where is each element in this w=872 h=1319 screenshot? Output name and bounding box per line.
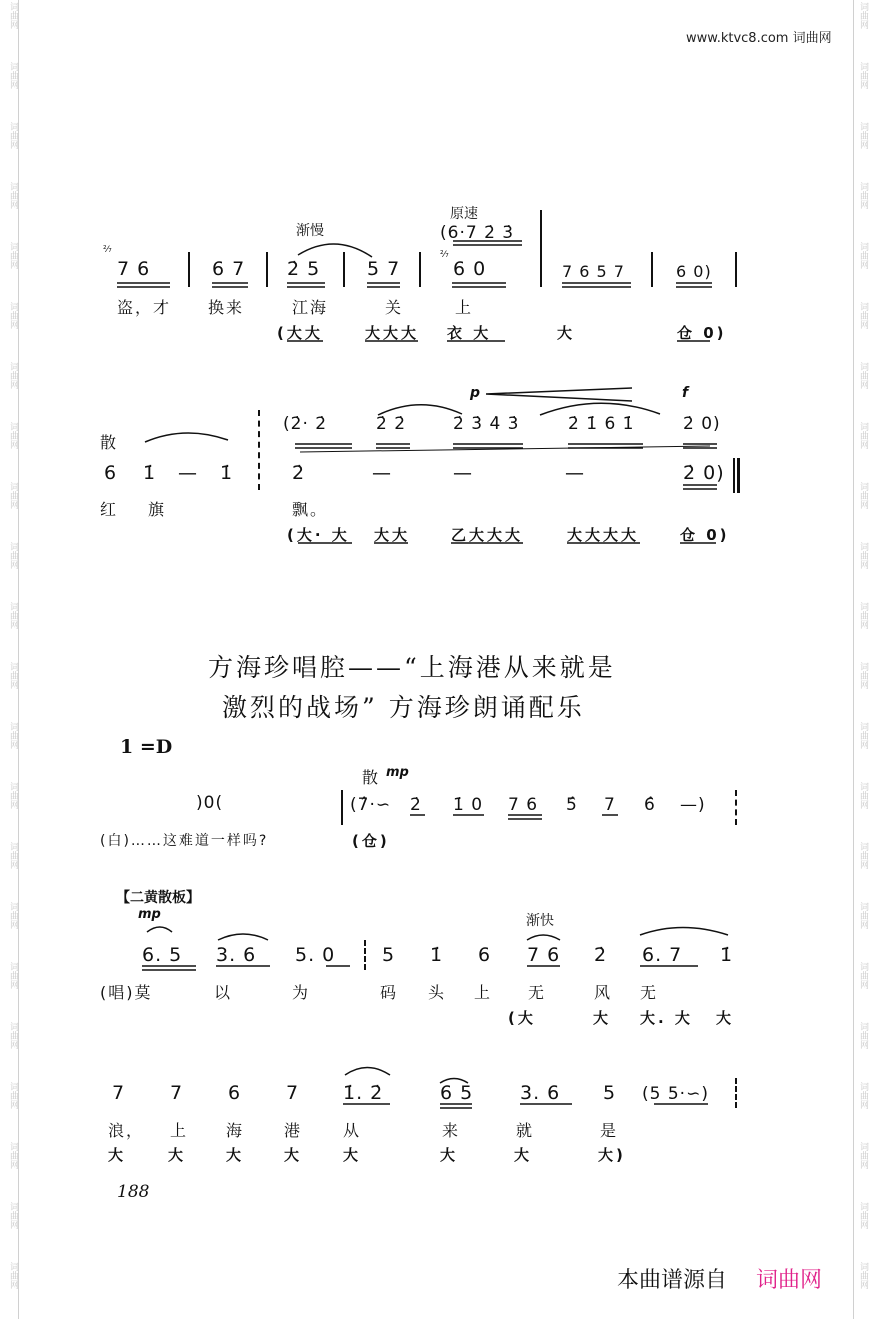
note: —	[565, 462, 585, 484]
bar-line	[735, 252, 737, 287]
percussion: 大	[284, 1146, 303, 1164]
note: 7	[170, 1082, 184, 1104]
measure: 7 6 5 7	[562, 262, 625, 281]
watermark-mark: 词曲网	[858, 242, 868, 269]
lyric: 是	[600, 1121, 619, 1140]
lyric: 港	[284, 1121, 303, 1140]
lyric: 江海	[292, 298, 329, 317]
percussion: 乙大大大	[451, 526, 524, 544]
watermark-mark: 词曲网	[8, 422, 18, 449]
upper-notes: 2̇ 3̇ 4̇ 3̇	[453, 414, 520, 434]
watermark-mark: 词曲网	[858, 722, 868, 749]
grace-note: ²⁄₇	[103, 245, 112, 255]
percussion: 大大	[374, 526, 411, 544]
bar-line	[341, 790, 343, 825]
percussion: (大· 大	[287, 526, 350, 544]
measure: 6 7	[212, 258, 246, 280]
watermark-mark: 词曲网	[858, 1082, 868, 1109]
note: 1̇	[720, 944, 734, 966]
site-url[interactable]: www.ktvc8.com 词曲网	[686, 31, 832, 46]
percussion: 大	[226, 1146, 245, 1164]
watermark-mark: 词曲网	[858, 962, 868, 989]
upper-notes: 2̇ 2̇	[376, 414, 407, 434]
lyric: 浪，	[108, 1121, 145, 1140]
dynamic-p: p	[470, 385, 481, 401]
bar-line	[733, 458, 735, 493]
percussion: 仓 0)	[677, 324, 727, 342]
dynamic-mp: mp	[138, 907, 161, 922]
note: 1̇. 2̇	[343, 1082, 384, 1104]
lyric: 风	[594, 983, 613, 1002]
upper-notes: 2̇ 1̇ 6 1̇	[568, 414, 635, 434]
note: 5. 0	[295, 944, 336, 966]
note: —	[453, 462, 473, 484]
spoken-line: (白)……这难道一样吗?	[100, 833, 269, 849]
note: 7 6	[527, 944, 561, 966]
watermark-mark: 词曲网	[858, 662, 868, 689]
note: 7	[604, 795, 616, 815]
percussion: 衣 大	[447, 324, 492, 342]
dashed-bar-line	[364, 940, 366, 970]
watermark-mark: 词曲网	[8, 62, 18, 89]
measure: 7 6	[117, 258, 151, 280]
measure: 6 0)	[676, 262, 712, 281]
watermark-mark: 词曲网	[8, 542, 18, 569]
note: 2̇	[292, 462, 306, 484]
watermark-mark: 词曲网	[858, 1142, 868, 1169]
watermark-mark: 词曲网	[858, 782, 868, 809]
watermark-mark: 词曲网	[858, 1022, 868, 1049]
watermark-mark: 词曲网	[8, 962, 18, 989]
lyric: 盗，才	[117, 298, 172, 317]
note: 2̇	[410, 795, 422, 815]
watermark-mark: 词曲网	[858, 482, 868, 509]
percussion: 大)	[598, 1146, 626, 1164]
slur	[298, 244, 372, 257]
watermark-mark: 词曲网	[8, 2, 18, 29]
note: 7	[112, 1082, 126, 1104]
watermark-mark: 词曲网	[8, 722, 18, 749]
lyric: 从	[343, 1121, 362, 1140]
percussion: 大	[593, 1009, 612, 1027]
bar-line	[343, 252, 345, 287]
lyric: 上	[170, 1121, 189, 1140]
note: —)	[680, 795, 706, 815]
watermark-mark: 词曲网	[858, 362, 868, 389]
final-bar-line	[737, 458, 740, 493]
watermark-mark: 词曲网	[858, 62, 868, 89]
lyric: 无	[528, 983, 547, 1002]
watermark-mark: 词曲网	[858, 422, 868, 449]
note: 2̇ 0)	[683, 462, 725, 484]
watermark-mark: 词曲网	[8, 1082, 18, 1109]
percussion: (仓)	[352, 832, 390, 850]
footer-brand-link[interactable]: 词曲网	[756, 1268, 823, 1293]
note: 6. 5	[142, 944, 183, 966]
note: 6 5	[440, 1082, 474, 1104]
percussion: 大	[440, 1146, 459, 1164]
lyric: 以	[214, 983, 233, 1002]
note: 1̇	[143, 462, 157, 484]
watermark-mark: 词曲网	[8, 1262, 18, 1289]
note: 3. 6	[216, 944, 257, 966]
watermark-mark: 词曲网	[8, 182, 18, 209]
song-title-line2: 激烈的战场” 方海珍朗诵配乐	[222, 693, 585, 722]
note: 5	[603, 1082, 617, 1104]
lyric: 上	[455, 298, 474, 317]
note: —	[178, 462, 198, 484]
note: 1̇	[220, 462, 234, 484]
note: 7 6	[508, 795, 539, 815]
note: 6	[228, 1082, 242, 1104]
lyric: 上	[474, 983, 493, 1002]
lyric: 码	[380, 983, 399, 1002]
percussion: 大. 大	[640, 1009, 693, 1027]
bar-line	[651, 252, 653, 287]
percussion: 大大大	[365, 324, 420, 342]
watermark-mark: 词曲网	[858, 542, 868, 569]
watermark-mark: 词曲网	[8, 602, 18, 629]
note: 5̂	[566, 795, 578, 815]
song-title-line1: 方海珍唱腔——“上海港从来就是	[208, 653, 616, 682]
percussion: 大	[108, 1146, 127, 1164]
grace-note: ²⁄₇	[440, 250, 449, 260]
lyric: 就	[516, 1121, 535, 1140]
watermark-mark: 词曲网	[858, 182, 868, 209]
key-signature: 1 =D	[120, 736, 173, 758]
lyric: 飘。	[292, 500, 329, 519]
tempo-marking: 原速	[450, 206, 478, 222]
percussion: (大	[508, 1009, 536, 1027]
upper-notes: (2̇· 2̇	[283, 414, 328, 434]
section-label: 【二黄散板】	[116, 890, 200, 906]
note: 6	[104, 462, 118, 484]
watermark-mark: 词曲网	[8, 242, 18, 269]
watermark-mark: 词曲网	[8, 482, 18, 509]
watermark-mark: 词曲网	[8, 122, 18, 149]
lyric: 海	[226, 1121, 245, 1140]
bar-line	[419, 252, 421, 287]
note: —	[372, 462, 392, 484]
note: 2̇	[594, 944, 608, 966]
watermark-mark: 词曲网	[858, 602, 868, 629]
tempo-marking: 渐快	[526, 913, 554, 929]
watermark-mark: 词曲网	[8, 662, 18, 689]
measure: 2̇ 5	[287, 258, 321, 280]
note: 6	[478, 944, 492, 966]
watermark-mark: 词曲网	[858, 302, 868, 329]
note: 3. 6	[520, 1082, 561, 1104]
watermark-mark: 词曲网	[858, 2, 868, 29]
watermark-mark: 词曲网	[8, 842, 18, 869]
measure: 6 0	[453, 258, 487, 280]
lyric: 来	[442, 1121, 461, 1140]
dynamic-mp: mp	[386, 765, 409, 780]
measure: 5 7	[367, 258, 401, 280]
bar-line	[540, 252, 542, 287]
note: 1̇ 0	[453, 795, 484, 815]
note: 5	[382, 944, 396, 966]
lyric: (唱)莫	[100, 983, 153, 1002]
tempo-marking: 散	[362, 768, 381, 787]
dashed-bar-line	[258, 410, 260, 490]
cue-notes: (6·7 2̇ 3̇	[440, 223, 515, 243]
watermark-mark: 词曲网	[858, 842, 868, 869]
note: 6̂	[644, 795, 656, 815]
tempo-marking: 渐慢	[296, 223, 324, 239]
bar-line	[266, 252, 268, 287]
dashed-bar-line	[735, 1078, 737, 1108]
percussion: 仓 0)	[680, 526, 730, 544]
lyric: 红	[100, 500, 119, 519]
dynamic-f: f	[682, 385, 689, 401]
percussion: 大	[514, 1146, 533, 1164]
dashed-bar-line	[735, 790, 737, 825]
note: (7̂·∽	[350, 795, 392, 815]
lyric: 为	[292, 983, 311, 1002]
watermark-mark: 词曲网	[858, 1202, 868, 1229]
watermark-mark: 词曲网	[8, 1022, 18, 1049]
lyric: 无	[640, 983, 659, 1002]
percussion: 大	[557, 324, 576, 342]
percussion: 大	[716, 1009, 735, 1027]
watermark-mark: 词曲网	[8, 1142, 18, 1169]
watermark-mark: 词曲网	[8, 1202, 18, 1229]
watermark-mark: 词曲网	[8, 902, 18, 929]
percussion: 大大大大	[567, 526, 640, 544]
lyric: 旗	[148, 500, 167, 519]
lyric: 换来	[208, 298, 245, 317]
page-number: 188	[117, 1182, 150, 1202]
watermark-mark: 词曲网	[858, 1262, 868, 1289]
watermark-mark: 词曲网	[8, 782, 18, 809]
percussion: 大	[168, 1146, 187, 1164]
percussion: 大	[343, 1146, 362, 1164]
footer-source-label: 本曲谱源自	[617, 1268, 728, 1293]
watermark-mark: 词曲网	[8, 362, 18, 389]
upper-notes: 2̇ 0)	[683, 414, 721, 434]
watermark-mark: 词曲网	[858, 902, 868, 929]
note: 1̇	[430, 944, 444, 966]
percussion: (大大	[277, 324, 323, 342]
note: 7	[286, 1082, 300, 1104]
rest-notes: )0(	[196, 793, 224, 813]
lyric: 头	[428, 983, 447, 1002]
tempo-marking: 散	[100, 433, 119, 452]
lyric: 关	[385, 298, 404, 317]
note: (5 5·∽)	[642, 1084, 709, 1104]
watermark-mark: 词曲网	[8, 302, 18, 329]
bar-line	[188, 252, 190, 287]
note: 6. 7	[642, 944, 683, 966]
watermark-mark: 词曲网	[858, 122, 868, 149]
